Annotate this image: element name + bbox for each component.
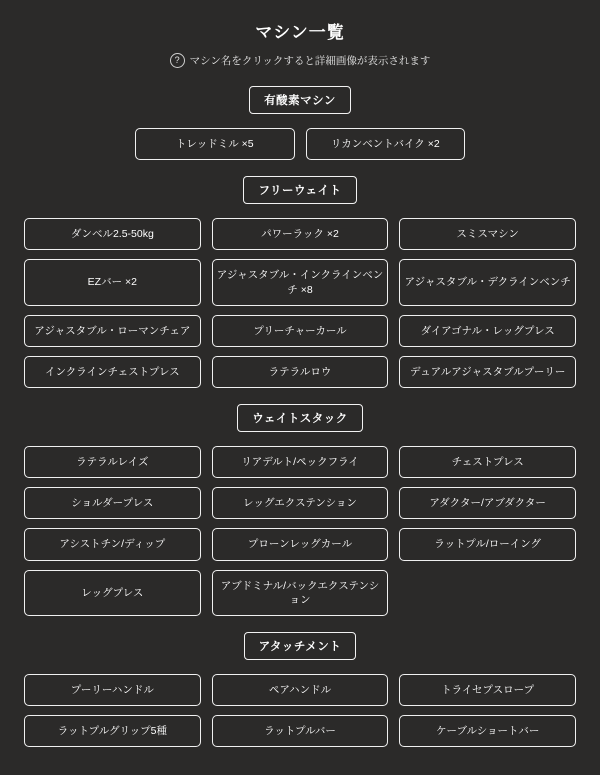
machine-item[interactable]: トライセプスロープ bbox=[399, 674, 576, 706]
machine-item[interactable]: アジャスタブル・インクラインベンチ ×8 bbox=[212, 259, 389, 305]
machine-item[interactable]: スミスマシン bbox=[399, 218, 576, 250]
section-title: アタッチメント bbox=[244, 632, 357, 660]
machine-item[interactable]: プーリーハンドル bbox=[24, 674, 201, 706]
machine-item[interactable]: ラテラルロウ bbox=[212, 356, 389, 388]
machine-item[interactable]: リアデルト/ペックフライ bbox=[212, 446, 389, 478]
section-header bbox=[24, 176, 576, 204]
section-header bbox=[24, 404, 576, 432]
help-note-text: マシン名をクリックすると詳細画像が表示されます bbox=[189, 55, 431, 67]
machine-item[interactable]: インクラインチェストプレス bbox=[24, 356, 201, 388]
machine-section bbox=[24, 404, 576, 616]
machine-section bbox=[24, 176, 576, 388]
machine-item[interactable]: プローンレッグカール bbox=[212, 528, 389, 560]
machine-item[interactable]: リカンベントバイク ×2 bbox=[306, 128, 466, 160]
machine-item[interactable]: アダクター/アブダクター bbox=[399, 487, 576, 519]
machine-grid bbox=[24, 446, 576, 616]
machine-item[interactable]: ラットプルバー bbox=[212, 715, 389, 747]
machine-item[interactable]: トレッドミル ×5 bbox=[135, 128, 295, 160]
machine-item[interactable]: アシストチン/ディップ bbox=[24, 528, 201, 560]
machine-item[interactable]: ラットプルグリップ5種 bbox=[24, 715, 201, 747]
section-title: ウェイトスタック bbox=[237, 404, 362, 432]
page-title: マシン一覧 bbox=[255, 23, 345, 42]
machine-item[interactable]: ペアハンドル bbox=[212, 674, 389, 706]
machine-section bbox=[24, 632, 576, 747]
help-note bbox=[24, 53, 576, 68]
machine-grid bbox=[24, 218, 576, 388]
machine-item[interactable]: ダイアゴナル・レッグプレス bbox=[399, 315, 576, 347]
machine-item[interactable]: デュアルアジャスタブルプーリー bbox=[399, 356, 576, 388]
section-header bbox=[24, 632, 576, 660]
machine-item[interactable]: レッグエクステンション bbox=[212, 487, 389, 519]
machine-item[interactable]: ラットプル/ローイング bbox=[399, 528, 576, 560]
machine-item[interactable]: ケーブルショートバー bbox=[399, 715, 576, 747]
machine-item[interactable]: ダンベル2.5-50kg bbox=[24, 218, 201, 250]
machine-item[interactable]: ラテラルレイズ bbox=[24, 446, 201, 478]
sections-container bbox=[24, 86, 576, 747]
machine-item[interactable]: チェストプレス bbox=[399, 446, 576, 478]
section-title: 有酸素マシン bbox=[249, 86, 351, 114]
machine-item[interactable]: レッグプレス bbox=[24, 570, 201, 616]
machine-item[interactable]: プリーチャーカール bbox=[212, 315, 389, 347]
section-header bbox=[24, 86, 576, 114]
machine-item[interactable]: アジャスタブル・ローマンチェア bbox=[24, 315, 201, 347]
machine-item[interactable]: パワーラック ×2 bbox=[212, 218, 389, 250]
question-circle-icon: ? bbox=[170, 53, 185, 68]
section-title: フリーウェイト bbox=[243, 176, 356, 204]
machine-item[interactable]: ショルダープレス bbox=[24, 487, 201, 519]
machine-item[interactable]: アブドミナル/バックエクステンション bbox=[212, 570, 389, 616]
machine-item[interactable]: EZバー ×2 bbox=[24, 259, 201, 305]
machine-grid bbox=[24, 674, 576, 747]
machine-grid bbox=[135, 128, 465, 160]
machine-item[interactable]: アジャスタブル・デクラインベンチ bbox=[399, 259, 576, 305]
machine-section bbox=[24, 86, 576, 160]
